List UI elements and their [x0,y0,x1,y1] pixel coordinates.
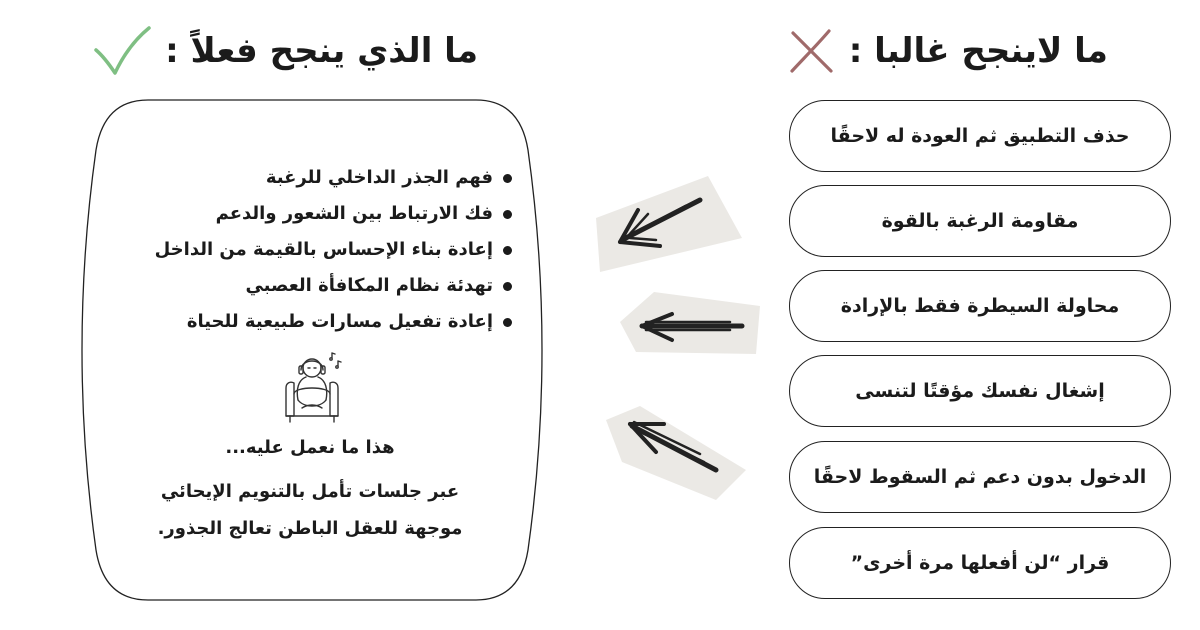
not-working-item: قرار “لن أفعلها مرة أخرى” [789,527,1171,599]
not-working-item: إشغال نفسك مؤقتًا لتنسى [789,355,1171,427]
list-item [155,304,512,340]
list-item-text: فهم الجذر الداخلي للرغبة [265,167,493,188]
list-item [155,160,512,196]
closing-line: عبر جلسات تأمل بالتنويم الإيحائي [160,481,460,502]
bullet-dot [503,318,512,327]
bullet-dot [503,246,512,255]
bullet-dot [503,174,512,183]
list-item [155,232,512,268]
bullet-dot [503,210,512,219]
bullet-dot [503,282,512,291]
list-item-text: إعادة بناء الإحساس بالقيمة من الداخل [154,239,493,260]
list-item [155,196,512,232]
meditation-headphones-icon [272,350,352,430]
not-working-item: محاولة السيطرة فقط بالإرادة [789,270,1171,342]
working-title-text: ما الذي ينجح فعلاً : [165,31,478,71]
not-working-item: مقاومة الرغبة بالقوة [789,185,1171,257]
list-item-text: إعادة تفعيل مسارات طبيعية للحياة [186,311,493,332]
not-working-item: الدخول بدون دعم ثم السقوط لاحقًا [789,441,1171,513]
closing-heading: هذا ما نعمل عليه... [225,437,395,458]
list-item [155,268,512,304]
not-working-title-text: ما لاينجح غالبا : [848,31,1108,71]
list-item-text: فك الارتباط بين الشعور والدعم [215,203,493,224]
working-list [155,160,512,340]
list-item-text: تهدئة نظام المكافأة العصبي [245,275,493,296]
closing-line: موجهة للعقل الباطن تعالج الجذور. [157,518,463,539]
not-working-item: حذف التطبيق ثم العودة له لاحقًا [789,100,1171,172]
